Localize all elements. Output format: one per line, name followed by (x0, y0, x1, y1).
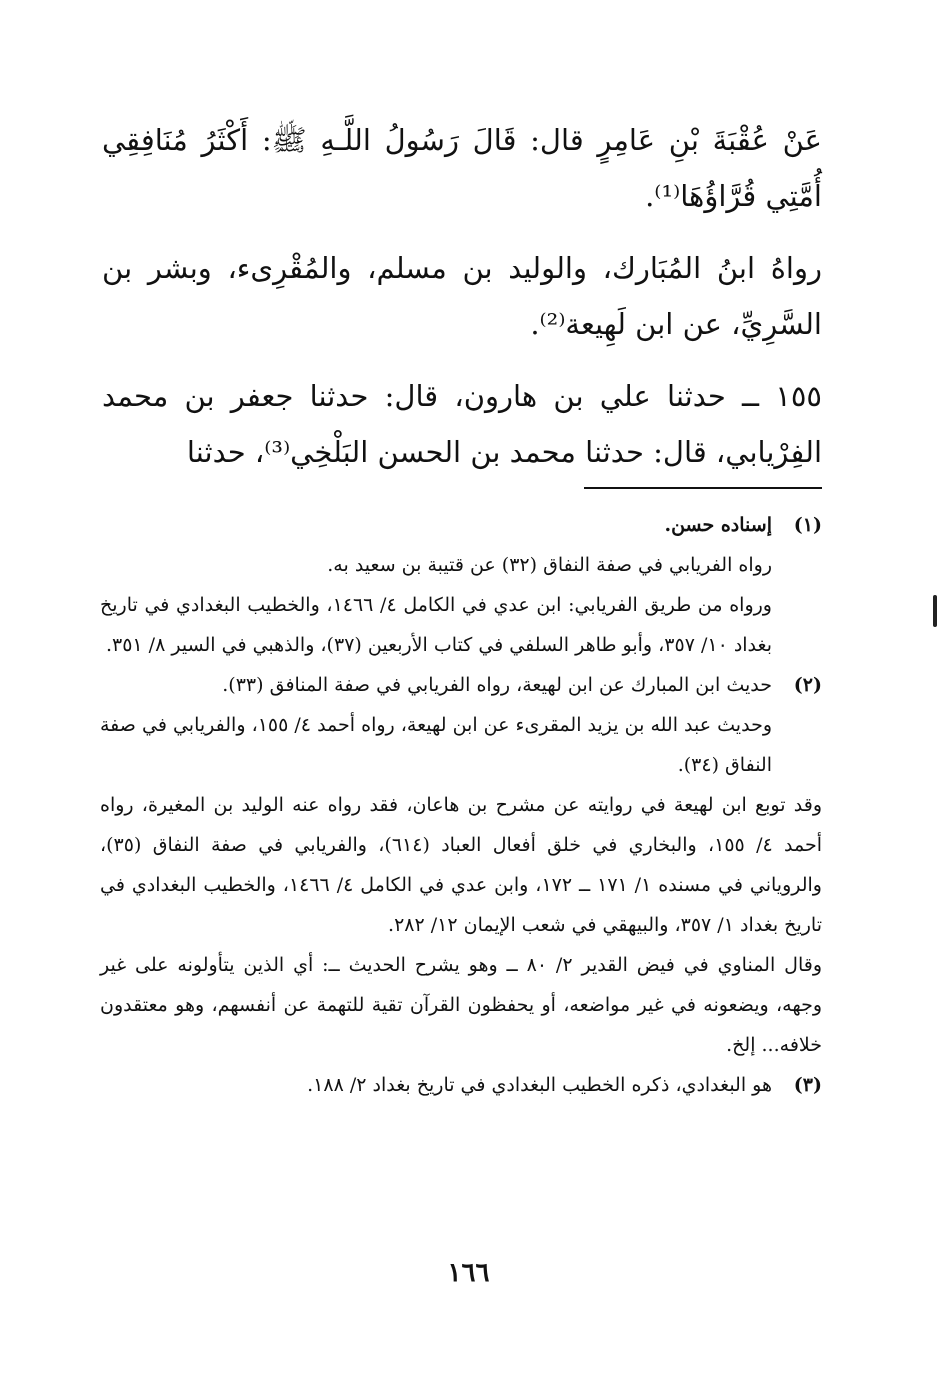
footnote-continuation: وقد توبع ابن لهيعة في روايته عن مشرح بن هاعان، فقد رواه عنه الوليد بن المغيرة، رواه أحمد ٤/ ١٥٥، والبخاري في خلق أفعال العباد (٦١٤)، والفريابي في صفة النفاق (٣٥)، والروياني في مسنده ١/ ١٧١ ــ ١٧٢، وابن عدي في الكامل ٤/ ١٤٦٦، والخطيب البغدادي في تاريخ بغداد ١/ ٣٥٧، والبيهقي في شعب الإيمان ١٢/ ٢٨٢. (100, 794, 822, 936)
footnote-number: (١) (793, 514, 822, 536)
footnote-2 (100, 665, 822, 785)
footnote-line: حديث ابن المبارك عن ابن لهيعة، رواه الفريابي في صفة المنافق (٣٣). (222, 674, 772, 696)
footnote-line: ورواه من طريق الفريابي: ابن عدي في الكامل ٤/ ١٤٦٦، والخطيب البغدادي في تاريخ بغداد ١٠/ ٣٥٧، وأبو طاهر السلفي في كتاب الأربعين (٣٧)، والذهبي في السير ٨/ ٣٥١. (100, 594, 772, 656)
footnote-body (100, 505, 772, 665)
isnad-paragraph: ١٥٥ ــ حدثنا علي بن هارون، قال: حدثنا جعفر بن محمد الفِرْيابي، قال: حدثنا محمد بن الحسن البَلْخِي⁽³⁾، حدثنا (102, 379, 822, 469)
footnote-body (100, 665, 772, 785)
footnote-body (100, 1065, 772, 1105)
footnotes (100, 505, 822, 1105)
footnote-heading: إسناده حسن. (664, 514, 772, 536)
footnote-line: وحديث عبد الله بن يزيد المقرىء عن ابن لهيعة، رواه أحمد ٤/ ١٥٥، والفريابي في صفة النفاق (٣٤). (100, 714, 772, 776)
footnote-number: (٢) (793, 674, 822, 696)
footnote-1 (100, 505, 822, 665)
footnote-3 (100, 1065, 822, 1105)
footnote-separator (584, 487, 822, 489)
footnote-continuation: وقال المناوي في فيض القدير ٢/ ٨٠ ــ وهو يشرح الحديث ــ: أي الذين يتأولونه على غير وجهه، ويضعونه في غير مواضعه، أو يحفظون القرآن تقية للتهمة عن أنفسهم، وهو معتقدون خلافه... إلخ. (100, 954, 822, 1056)
narration-paragraph: رواهُ ابنُ المُبَارك، والوليد بن مسلم، والمُقْرِىء، وبشر بن السَّرِيِّ، عن ابن لَهِيعة⁽²⁾. (102, 251, 822, 341)
margin-mark (933, 595, 937, 627)
footnote-line: رواه الفريابي في صفة النفاق (٣٢) عن قتيبة بن سعيد به. (327, 554, 772, 576)
hadith-paragraph: عَنْ عُقْبَةَ بْنِ عَامِرٍ قال: قَالَ رَسُولُ اللَّـهِ ﷺ: أَكْثَرُ مُنَافِقِي أُمَّتِي قُرَّاؤُهَا⁽¹⁾. (102, 123, 822, 213)
page-number: ١٦٦ (447, 1258, 490, 1288)
main-text (102, 112, 822, 496)
footnote-line: هو البغدادي، ذكره الخطيب البغدادي في تاريخ بغداد ٢/ ١٨٨. (307, 1074, 772, 1096)
footnote-number: (٣) (793, 1074, 822, 1096)
